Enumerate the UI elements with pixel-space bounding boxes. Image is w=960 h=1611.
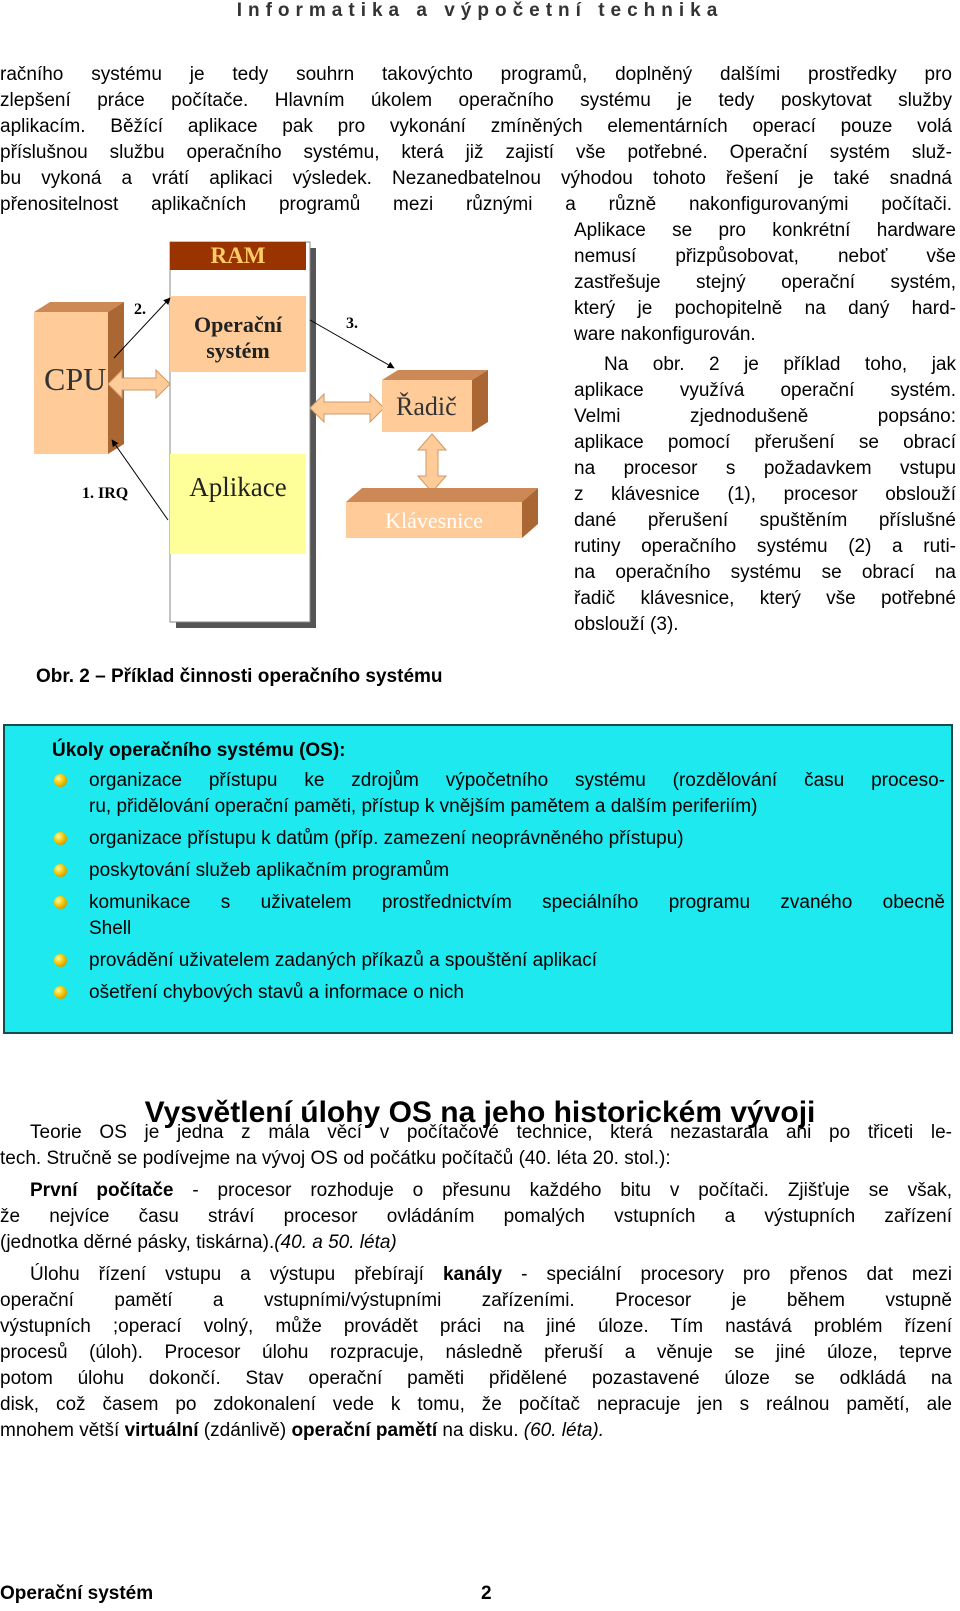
- text-line: dané přerušení spuštěním příslušné: [574, 510, 956, 531]
- text-line: výstupních ;operací volný, může provádět práci na jiné úloze. Tím nastává problém řízení: [0, 1316, 952, 1337]
- keyboard-label: Klávesnice: [385, 508, 483, 533]
- text-span: (jednotka děrné pásky, tiskárna).: [0, 1232, 275, 1253]
- text-line: organizace přístupu ke zdrojům výpočetního systému (rozdělování času proceso-: [89, 770, 945, 791]
- os-label-1: Operační: [194, 312, 282, 337]
- list-item: [5, 980, 945, 1006]
- text-line: ošetření chybových stavů a informace o nich: [89, 982, 464, 1003]
- text-line: procesů (úloh). Procesor úlohu rozpracuje, následně přeruší a věnuje se jiné úloze, teprve: [0, 1342, 952, 1363]
- text-line: Velmi zjednodušeně popsáno:: [574, 406, 956, 427]
- step-1-arrow: [112, 440, 168, 520]
- text-line: tech. Stručně se podívejme na vývoj OS od počátku počítačů (40. léta 20. stol.):: [0, 1148, 671, 1169]
- text-line: Shell: [89, 918, 132, 939]
- text-span: (zdánlivě): [198, 1420, 292, 1441]
- text-line: bu vykoná a vrátí aplikaci výsledek. Nezanedbatelnou výhodou tohoto řešení je také snadná: [0, 168, 952, 189]
- text-line: potom úlohu dokončí. Stav operační paměti přidělené pozastavené úloze se odkládá na: [0, 1368, 952, 1389]
- step-2-label: 2.: [134, 301, 146, 318]
- bullet-icon: [54, 832, 67, 845]
- ram-label: RAM: [210, 243, 266, 268]
- bullet-icon: [54, 954, 67, 967]
- app-block: [170, 454, 306, 554]
- text-line: zastřešuje stejný operační systém,: [574, 272, 956, 293]
- text-line: provádění uživatelem zadaných příkazů a spouštění aplikací: [89, 950, 598, 971]
- text-span: na disku.: [437, 1420, 524, 1441]
- tasks-list: [5, 768, 945, 1012]
- bullet-icon: [54, 896, 67, 909]
- os-diagram: [0, 228, 560, 628]
- right-column-p1: [574, 218, 956, 348]
- os-label-2: systém: [206, 338, 270, 363]
- text-line: zlepšení práce počítače. Hlavním úkolem operačního systému je tedy poskytovat služby: [0, 90, 952, 111]
- text-line: ware nakonfigurován.: [574, 324, 756, 345]
- text-line: přenositelnost aplikačních programů mezi různými a různě nakonfigurovanými počítači.: [0, 194, 952, 215]
- text-line: organizace přístupu k datům (příp. zamezení neoprávněného přístupu): [89, 828, 684, 849]
- bold-term: virtuální: [124, 1420, 199, 1441]
- text-line: disk, což časem po zdokonalení vede k tomu, že počítač nepracuje jen s reálnou pamětí, ale: [0, 1394, 952, 1415]
- app-label: Aplikace: [189, 472, 287, 502]
- text-line: [0, 1230, 952, 1256]
- text-line: komunikace s uživatelem prostřednictvím speciálního programu zvaného obecně: [89, 892, 945, 913]
- text-line: aplikace využívá operační systém.: [574, 380, 956, 401]
- bold-term: První počítače: [30, 1180, 174, 1201]
- text-line: [0, 1178, 952, 1204]
- tasks-box: [3, 724, 953, 1034]
- text-line: Na obr. 2 je příklad toho, jak: [604, 354, 956, 375]
- text-line: že nejvíce času stráví procesor ovládáním pomalých vstupních a výstupních zařízení: [0, 1206, 952, 1227]
- step-1-label: 1. IRQ: [82, 485, 129, 502]
- bullet-icon: [54, 774, 67, 787]
- step-3-label: 3.: [346, 315, 358, 332]
- italic-note: (40. a 50. léta): [274, 1232, 397, 1253]
- text-line: Teorie OS je jedna z mála věcí v počítačové technice, která nezastarala ani po třiceti le-: [30, 1122, 952, 1143]
- controller-label: Řadič: [396, 392, 457, 421]
- footer-title: Operační systém: [0, 1583, 154, 1604]
- bold-term: kanály: [442, 1264, 503, 1285]
- text-line: [0, 1262, 952, 1288]
- cpu-ram-arrow: [108, 370, 170, 398]
- text-line: na procesor s požadavkem vstupu: [574, 458, 956, 479]
- bold-term: operační pamětí: [291, 1420, 438, 1441]
- text-span: - procesor rozhoduje o přesunu každého bitu v počítači. Zjišťuje se však,: [173, 1180, 952, 1201]
- section-paragraph-1: [0, 1120, 952, 1172]
- text-span: - speciální procesory pro přenos dat mezi: [502, 1264, 952, 1285]
- section-paragraph-2: [0, 1178, 952, 1256]
- text-line: rutiny operačního systému (2) a ruti-: [574, 536, 956, 557]
- controller-top: [382, 370, 488, 380]
- page-number: 2: [481, 1583, 492, 1604]
- text-line: Aplikace se pro konkrétní hardware: [574, 220, 956, 241]
- text-line: poskytování služeb aplikačním programům: [89, 860, 450, 881]
- text-line: obslouží (3).: [574, 614, 679, 635]
- right-column-p2: [574, 352, 956, 638]
- text-line: [0, 1418, 952, 1444]
- italic-note: (60. léta).: [523, 1420, 605, 1441]
- text-line: z klávesnice (1), procesor obslouží: [574, 484, 956, 505]
- controller-keyboard-arrow: [418, 434, 446, 492]
- list-item: [5, 858, 945, 884]
- tasks-box-title: Úkoly operačního systému (OS):: [52, 740, 346, 761]
- list-item: [5, 890, 945, 942]
- controller-side: [472, 370, 488, 432]
- text-line: řadič klávesnice, který vše potřebné: [574, 588, 956, 609]
- text-line: operační pamětí a vstupními/výstupními zařízeními. Procesor je během vstupně: [0, 1290, 952, 1311]
- figure-caption: Obr. 2 – Příklad činnosti operačního systému: [36, 666, 443, 687]
- intro-paragraph: [0, 62, 952, 218]
- text-line: který je pochopitelně na daný hard-: [574, 298, 956, 319]
- text-line: aplikacím. Běžící aplikace pak pro vykonání zmíněných elementárních operací pouze volá: [0, 116, 952, 137]
- text-line: ru, přidělování operační paměti, přístup k vnějším pamětem a dalším periferiím): [89, 796, 758, 817]
- text-span: mnohem větší: [0, 1420, 125, 1441]
- text-line: na operačního systému se obrací na: [574, 562, 956, 583]
- bullet-icon: [54, 864, 67, 877]
- text-line: aplikace pomocí přerušení se obrací: [574, 432, 956, 453]
- text-line: račního systému je tedy souhrn takovýchto programů, doplněný dalšími prostředky pro: [0, 64, 952, 85]
- page-header: Informatika a výpočetní technika: [236, 0, 724, 21]
- text-span: Úlohu řízení vstupu a výstupu přebírají: [30, 1264, 443, 1285]
- section-paragraph-3: [0, 1262, 952, 1444]
- keyboard-top: [346, 488, 538, 502]
- section-heading: Vysvětlení úlohy OS na jeho historickém vývoji: [144, 1096, 816, 1129]
- list-item: [5, 826, 945, 852]
- text-line: nemusí přizpůsobovat, neboť vše: [574, 246, 956, 267]
- ram-controller-arrow: [310, 394, 384, 422]
- bullet-icon: [54, 986, 67, 999]
- list-item: [5, 768, 945, 820]
- list-item: [5, 948, 945, 974]
- cpu-label: CPU: [44, 361, 107, 397]
- text-line: příslušnou službu operačního systému, která již zajistí vše potřebné. Operační systém služ-: [0, 142, 952, 163]
